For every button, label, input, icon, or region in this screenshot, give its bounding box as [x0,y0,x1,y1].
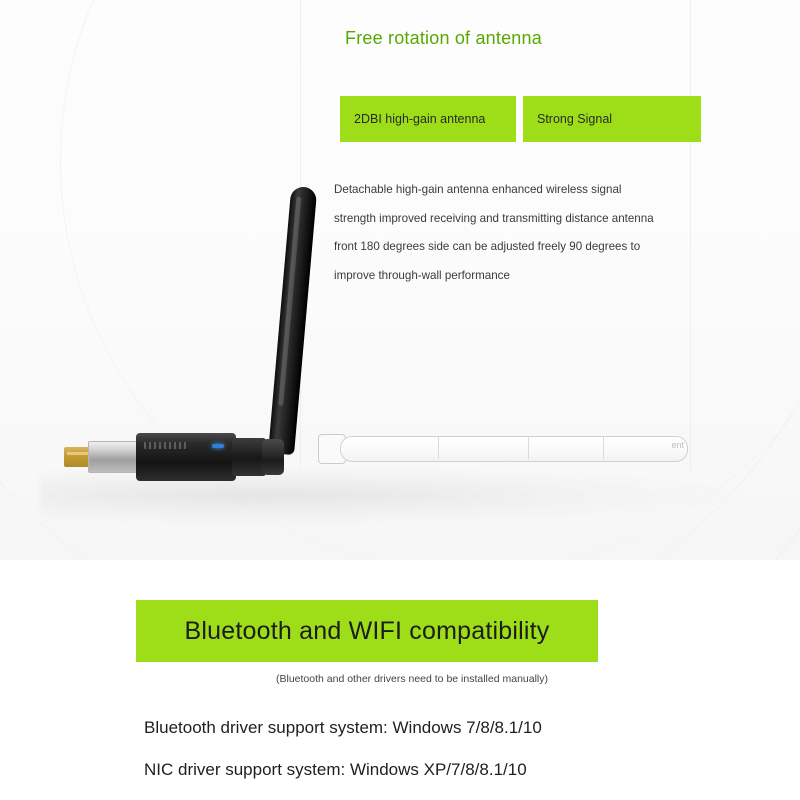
antenna-segment-line-3 [603,437,604,459]
antenna-cap-label: ent [671,440,684,450]
usb-wifi-adapter-image [60,425,360,495]
antenna-segment-line-1 [438,437,439,459]
section-headline: Free rotation of antenna [345,28,542,48]
antenna-segment-line-2 [528,437,529,459]
usb-grip-ridges [144,442,186,449]
feature-chip-signal [523,96,701,142]
nic-driver-support-line: NIC driver support system: Windows XP/7/8/8.1/10 [144,760,527,779]
status-led-icon [212,444,224,448]
feature-description-text: Detachable high-gain antenna enhanced wireless signal strength improved receiving and transmitting distance antenna front 180 degrees side can be adjusted freely 90 degrees to improve through-wall performance [334,183,654,282]
usb-plastic-body [136,433,236,481]
compatibility-panel [0,560,800,800]
feature-chip-antenna-label: 2DBI high-gain antenna [354,112,486,126]
usb-metal-shell [88,441,140,473]
usb-antenna-neck [232,438,266,476]
compatibility-banner-title: Bluetooth and WIFI compatibility [184,616,550,645]
compatibility-note: (Bluetooth and other drivers need to be installed manually) [276,673,548,685]
antenna-tube [340,436,688,462]
antenna-horizontal-image [318,432,686,464]
feature-chip-antenna [340,96,516,142]
usb-antenna-hinge [262,439,284,475]
feature-chip-signal-label: Strong Signal [537,112,613,126]
bluetooth-driver-support-line: Bluetooth driver support system: Windows 7/8/8.1/10 [144,718,542,737]
compatibility-banner [136,600,598,662]
background-vertical-line-right [690,0,691,470]
